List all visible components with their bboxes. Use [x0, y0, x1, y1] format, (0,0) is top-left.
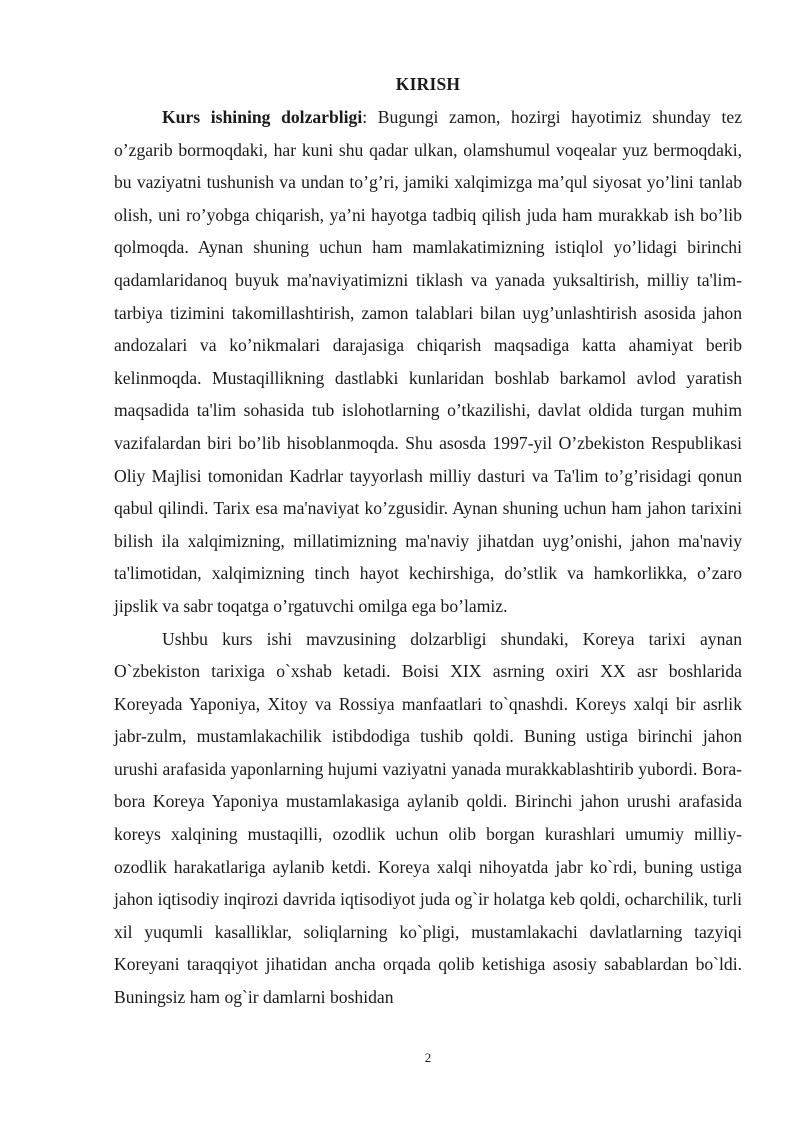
page-number: 2 — [424, 1050, 432, 1065]
paragraph-relevance — [114, 101, 742, 623]
paragraph-body: : Bugungi zamon, hozirgi hayotimiz shunday tez o’zgarib bormoqdaki, har kuni shu qadar ulkan, olamshumul voqealar yuz bermoqdaki, bu vaziyatni tushunish va undan to’g’ri, jamiki xalqimizga ma’qul siyosat yo’lini tanlab olish, uni ro’yobga chiqarish, ya’ni hayotga tadbiq qilish juda ham murakkab ish bo’lib qolmoqda. Aynan shuning uchun ham mamlakatimizning istiqlol yo’lidagi birinchi qadamlaridanoq buyuk ma'naviyatimizni tiklash va yanada yuksaltirish, milliy ta'lim-tarbiya tizimini takomillashtirish, zamon talablari bilan uyg’unlashtirish asosida jahon andozalari va ko’nikmalari darajasiga chiqarish maqsadiga katta ahamiyat berib kelinmoqda. Mustaqillikning dastlabki kunlaridan boshlab barkamol avlod yaratish maqsadida ta'lim sohasida tub islohotlarning o’tkazilishi, davlat oldida turgan muhim vazifalardan biri bo’lib hisoblanmoqda. Shu asosda 1997-yil O’zbekiston Respublikasi Oliy Majlisi tomonidan Kadrlar tayyorlash milliy dasturi va Ta'lim to’g’risidagi qonun qabul qilindi. Tarix esa ma'naviyat ko’zgusidir. Aynan shuning uchun ham jahon tarixini bilish ila xalqimizning, millatimizning ma'naviy jihatdan uyg’onishi, jahon ma'naviy ta'limotidan, xalqimizning tinch hayot kechirshiga, do’stlik va hamkorlikka, o’zaro jipslik va sabr toqatga o’rgatuvchi omilga ega bo’lamiz. — [114, 107, 743, 616]
paragraph-lead: Kurs ishining dolzarbligi — [162, 107, 363, 127]
page-title: KIRISH — [395, 74, 461, 94]
paragraph-topic: Ushbu kurs ishi mavzusining dolzarbligi shundaki, Koreya tarixi aynan O`zbekiston tarixiga o`xshab ketadi. Boisi XIX asrning oxiri XX asr boshlarida Koreyada Yaponiya, Xitoy va Rossiya manfaatlari to`qnashdi. Koreys xalqi bir asrlik jabr-zulm, mustamlakachilik istibdodiga tushib qoldi. Buning ustiga birinchi jahon urushi arafasida yaponlarning hujumi vaziyatni yanada murakkablashtirib yubordi. Bora-bora Koreya Yaponiya mustamlakasiga aylanib qoldi. Birinchi jahon urushi arafasida koreys xalqining mustaqilli, ozodlik uchun olib borgan kurashlari umumiy milliy-ozodlik harakatlariga aylanib ketdi. Koreya xalqi nihoyatda jabr ko`rdi, buning ustiga jahon iqtisodiy inqirozi davrida iqtisodiyot juda og`ir holatga keb qoldi, ocharchilik, turli xil yuqumli kasalliklar, soliqlarning ko`pligi, mustamlakachi davlatlarning tazyiqi Koreyani taraqqiyot jihatidan ancha orqada qolib ketishiga asosiy sabablardan bo`ldi. Buningsiz ham og`ir damlarni boshidan — [114, 628, 742, 1008]
